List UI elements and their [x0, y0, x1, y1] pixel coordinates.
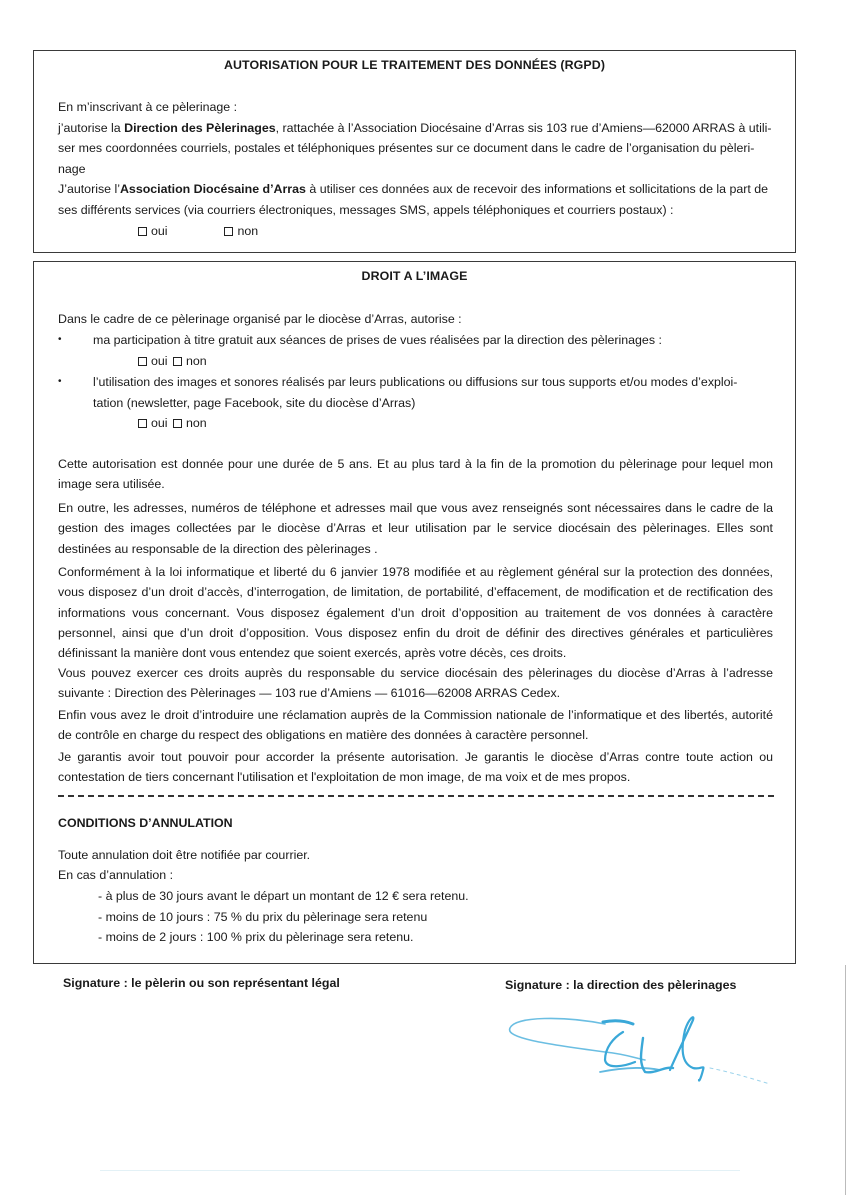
cnil-paragraph: Enfin vous avez le droit d’introduire une réclamation auprès de la Commission nationale de l’informatique et des libertés, autorité de contrôle en charge du respect des obligations en matière des données à caractère personnel.	[58, 708, 773, 743]
cancellation-item: - moins de 2 jours : 100 % prix du pèlerinage sera retenu.	[98, 930, 414, 944]
rgpd-yes-option[interactable]	[138, 224, 168, 238]
item-2-yes-option[interactable]	[138, 416, 168, 430]
image-rights-section	[33, 261, 796, 964]
rgpd-no-option[interactable]	[224, 224, 258, 238]
checkbox-icon[interactable]	[138, 227, 147, 236]
handwritten-signature-icon	[505, 1008, 775, 1098]
image-rights-item-1-options	[138, 351, 207, 371]
checkbox-icon[interactable]	[138, 419, 147, 428]
image-rights-intro: Dans le cadre de ce pèlerinage organisé par le diocèse d’Arras, autorise :	[58, 312, 462, 326]
rgpd-line-4-post: à utiliser ces données aux de recevoir des informations et sollicitations de la part de	[305, 182, 769, 196]
checkbox-icon[interactable]	[173, 419, 182, 428]
image-rights-title: DROIT A L’IMAGE	[361, 269, 468, 283]
scan-edge-line	[845, 965, 846, 1195]
rgpd-yes-label: oui	[151, 224, 168, 238]
duration-paragraph: Cette autorisation est donnée pour une durée de 5 ans. Et au plus tard à la fin de la promotion du pèlerinage pour lequel mon image sera utilisée.	[58, 457, 773, 492]
cancellation-item: - à plus de 30 jours avant le départ un montant de 12 € sera retenu.	[98, 889, 469, 903]
item-1-yes-label: oui	[151, 354, 168, 368]
item-2-no-option[interactable]	[173, 416, 207, 430]
image-rights-item-2-line-2: tation (newsletter, page Facebook, site du diocèse d’Arras)	[93, 396, 416, 410]
rgpd-line-2: ser mes coordonnées courriels, postales et téléphoniques présentes sur ce document dans le cadre de l’organisation du pèleri-	[58, 141, 755, 155]
image-rights-item-2-options	[138, 413, 207, 433]
checkbox-icon[interactable]	[173, 357, 182, 366]
exercise-rights-paragraph: Vous pouvez exercer ces droits auprès du responsable du service diocésain des pèlerinages du diocèse d’Arras à l’adresse suivante : Direction des Pèlerinages — 103 rue d’Amiens — 61016—62008 ARRAS Cedex.	[58, 666, 773, 701]
item-2-no-label: non	[186, 416, 207, 430]
pilgrim-signature-label: Signature : le pèlerin ou son représentant légal	[63, 976, 340, 990]
bullet-icon: •	[58, 376, 62, 387]
checkbox-icon[interactable]	[138, 357, 147, 366]
direction-signature-label: Signature : la direction des pèlerinages	[505, 978, 737, 992]
rgpd-line-4	[58, 179, 768, 199]
rgpd-line-1-post: , rattachée à l’Association Diocésaine d’Arras sis 103 rue d’Amiens—62000 ARRAS à utili-	[275, 121, 772, 135]
cancellation-line-2: En cas d’annulation :	[58, 868, 174, 882]
rgpd-line-1-pre: j’autorise la	[58, 121, 125, 135]
item-1-no-option[interactable]	[173, 354, 207, 368]
checkbox-icon[interactable]	[224, 227, 233, 236]
scan-faint-line	[100, 1170, 740, 1171]
rgpd-section	[33, 50, 796, 253]
rgpd-line-1-bold: Direction des Pèlerinages	[124, 121, 276, 135]
rgpd-line-3: nage	[58, 162, 86, 176]
data-usage-paragraph: En outre, les adresses, numéros de téléphone et adresses mail que vous avez renseignés sont nécessaires dans le cadre de la gestion des images collectées par le diocèse d’Arras et leur utilisation par le service diocésain des pèlerinages. Elles sont destinées au responsable de la direction des pèlerinages .	[58, 501, 773, 556]
guarantee-paragraph: Je garantis avoir tout pouvoir pour accorder la présente autorisation. Je garantis le diocèse d’Arras contre toute action ou contestation de tiers concernant l'utilisation et l'exploitation de mon image, de ma voix et de mes propos.	[58, 750, 773, 785]
cancellation-title: CONDITIONS D’ANNULATION	[58, 816, 233, 830]
rgpd-title: AUTORISATION POUR LE TRAITEMENT DES DONNÉES (RGPD)	[223, 58, 606, 72]
rgpd-line-4-bold: Association Diocésaine d’Arras	[119, 182, 306, 196]
dashed-separator	[58, 795, 774, 797]
cancellation-item: - moins de 10 jours : 75 % du prix du pèlerinage sera retenu	[98, 910, 428, 924]
pilgrim-signature-area[interactable]	[63, 1000, 443, 1160]
rgpd-consent-options	[138, 221, 258, 241]
item-1-yes-option[interactable]	[138, 354, 168, 368]
bullet-icon: •	[58, 334, 62, 345]
item-1-no-label: non	[186, 354, 207, 368]
rights-paragraph: Conformément à la loi informatique et liberté du 6 janvier 1978 modifiée et au règlement général sur la protection des données, vous disposez d’un droit d’accès, d’interrogation, de limitation, de portabilité, d’effacement, de modification et de rectification des informations vous concernant. Vous disposez également d’un droit d’opposition au traitement de vos données à caractère personnel, ainsi que d’un droit d’opposition. Vous disposez enfin du droit de définir des directives générales et particulières définissant la manière dont vous entendez que soient exercés, après votre décès, ces droits.	[58, 565, 773, 661]
rgpd-line-4-pre: J’autorise l’	[58, 182, 120, 196]
rgpd-no-label: non	[237, 224, 259, 238]
rgpd-intro: En m’inscrivant à ce pèlerinage :	[58, 100, 238, 114]
image-rights-item-1: ma participation à titre gratuit aux séances de prises de vues réalisées par la direction des pèlerinages :	[93, 333, 662, 347]
cancellation-line-1: Toute annulation doit être notifiée par courrier.	[58, 848, 311, 862]
rgpd-line-1	[58, 118, 772, 138]
rgpd-line-5: ses différents services (via courriers électroniques, messages SMS, appels téléphoniques et courriers postaux) :	[58, 203, 674, 217]
image-rights-item-2-line-1: l’utilisation des images et sonores réalisés par leurs publications ou diffusions sur tous supports et/ou modes d’exploi-	[93, 375, 738, 389]
item-2-yes-label: oui	[151, 416, 168, 430]
